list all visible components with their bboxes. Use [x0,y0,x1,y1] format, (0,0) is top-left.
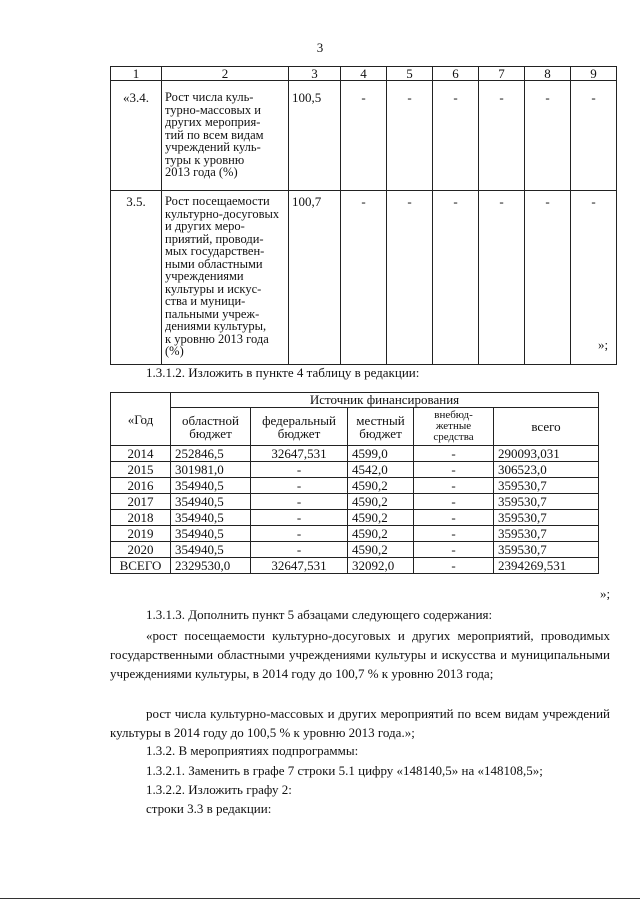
cell-federal: - [251,526,348,542]
table-row [111,81,617,191]
cell-regional: 354940,5 [171,510,251,526]
quote-paragraph-1: «рост посещаемости культурно-досуговых и других мероприятий, проводимых государственными областными учреждениями культуры и искусства и муниципальными учреждениями культуры, в 2014 году до 100,7 % к уровню 2013 года; [110,628,610,681]
header-cell: 4 [341,67,387,81]
text-line: 2013 года (%) [165,165,238,179]
table-row [111,526,599,542]
cell-year: 2017 [111,494,171,510]
cell-total: 2394269,531 [494,558,599,574]
cell-year: 2016 [111,478,171,494]
text-line: мых государствен- [165,244,265,258]
header-cell: 6 [433,67,479,81]
cell-local: 4590,2 [348,526,414,542]
header-cell: 9 [571,67,617,81]
year-header: «Год [111,393,171,446]
cell-total: 290093,031 [494,446,599,462]
text-line: других мероприя- [165,115,261,129]
table-header-row [111,408,599,446]
cell-total: 359530,7 [494,478,599,494]
indicator-value: 100,7 [289,191,341,365]
indicator-value: 100,5 [289,81,341,191]
dash-cell: - [433,191,479,365]
cell-year: 2014 [111,446,171,462]
header-line: бюджет [359,425,402,441]
table-row [111,558,599,574]
cell-regional: 252846,5 [171,446,251,462]
paragraph-rows-3-3: строки 3.3 в редакции: [146,801,272,816]
cell-local: 4590,2 [348,510,414,526]
cell-extra: - [414,478,494,494]
text-line: турно-массовых и [165,102,261,117]
text-line: ными областными [165,256,263,271]
column-header [414,408,494,446]
page-number: 3 [316,40,324,55]
cell-extra: - [414,526,494,542]
header-cell: 8 [525,67,571,81]
header-line: средства [433,431,474,443]
text-line: дениями культуры, [165,319,267,333]
cell-total: 359530,7 [494,526,599,542]
cell-federal: - [251,494,348,510]
table-row [111,478,599,494]
dash-cell: - [341,81,387,191]
cell-federal: - [251,478,348,494]
dash-cell: - [387,191,433,365]
row-number: 3.5. [111,191,162,365]
table1-closing-quote: »; [598,337,609,352]
cell-extra: - [414,446,494,462]
table-row [111,446,599,462]
cell-regional: 301981,0 [171,462,251,478]
paragraph-1-3-1-3: 1.3.1.3. Дополнить пункт 5 абзацами следующего содержания: [146,607,493,622]
cell-regional: 354940,5 [171,478,251,494]
header-line: федеральный [262,412,336,428]
cell-local: 4542,0 [348,462,414,478]
text-line: и других меро- [165,219,245,233]
text-line: ства и муници- [165,294,246,308]
table2-closing-quote: »; [600,586,611,601]
indicators-table [110,66,617,365]
page-bottom-rule [0,898,640,899]
cell-extra: - [414,558,494,574]
dash-cell: - [525,81,571,191]
cell-total: 359530,7 [494,510,599,526]
table-row [111,494,599,510]
text-line: учреждениями [165,269,244,283]
table-row [111,510,599,526]
cell-year: 2019 [111,526,171,542]
paragraph-1-3-2-1: 1.3.2.1. Заменить в графе 7 строки 5.1 цифру «148140,5» на «148108,5»; [146,763,543,778]
dash-cell: - [479,191,525,365]
cell-regional: 354940,5 [171,494,251,510]
financing-table-body [111,446,599,574]
dash-cell: - [479,81,525,191]
table-row [111,542,599,558]
indicator-name [162,191,289,365]
source-header: Источник финансирования [171,393,599,408]
header-line: бюджет [277,425,321,441]
text-line: Рост числа куль- [165,90,254,104]
header-line: жетные [435,420,472,432]
dash-cell: - [571,81,617,191]
cell-extra: - [414,542,494,558]
cell-total: 359530,7 [494,494,599,510]
financing-table [110,392,599,574]
cell-year: ВСЕГО [111,558,171,574]
column-header [348,408,414,446]
dash-cell: - [387,81,433,191]
paragraph-1-3-2: 1.3.2. В мероприятиях подпрограммы: [146,743,359,758]
dash-cell: - [433,81,479,191]
header-cell: 1 [111,67,162,81]
header-line: областной [182,412,239,428]
text-line: культурно-досуговых [165,206,280,221]
paragraph-1-3-2-2: 1.3.2.2. Изложить графу 2: [146,782,292,797]
cell-federal: - [251,462,348,478]
cell-federal: - [251,542,348,558]
cell-local: 4599,0 [348,446,414,462]
indicator-name [162,81,289,191]
table-row [111,462,599,478]
header-cell: 7 [479,67,525,81]
cell-extra: - [414,462,494,478]
dash-cell: - [525,191,571,365]
text-line: культуры и искус- [165,281,262,296]
cell-extra: - [414,510,494,526]
text-line: учреждений куль- [165,140,261,154]
row-number: «3.4. [111,81,162,191]
header-line: внебюд- [434,409,473,421]
text-line: к уровню 2013 года [165,331,269,346]
header-line: всего [531,419,561,434]
cell-federal: - [251,510,348,526]
column-header [251,408,348,446]
table-header-row [111,67,617,81]
table-row [111,191,617,365]
text-line: пальными учреж- [165,306,260,321]
dash-cell: - [571,191,617,365]
text-line: Рост посещаемости [165,194,270,208]
text-line: (%) [165,344,184,358]
cell-year: 2020 [111,542,171,558]
header-line: местный [356,412,405,428]
cell-regional: 2329530,0 [171,558,251,574]
cell-total: 359530,7 [494,542,599,558]
cell-federal: 32647,531 [251,446,348,462]
cell-local: 4590,2 [348,542,414,558]
cell-local: 32092,0 [348,558,414,574]
cell-regional: 354940,5 [171,542,251,558]
header-cell: 3 [289,67,341,81]
cell-local: 4590,2 [348,494,414,510]
header-line: бюджет [189,425,232,441]
cell-regional: 354940,5 [171,526,251,542]
table-header-row [111,393,599,408]
column-header [171,408,251,446]
cell-federal: 32647,531 [251,558,348,574]
cell-year: 2015 [111,462,171,478]
cell-total: 306523,0 [494,462,599,478]
paragraph-1-3-1-2: 1.3.1.2. Изложить в пункте 4 таблицу в редакции: [146,365,420,380]
header-cell: 2 [162,67,289,81]
header-cell: 5 [387,67,433,81]
text-line: туры к уровню [165,152,245,167]
cell-extra: - [414,494,494,510]
cell-local: 4590,2 [348,478,414,494]
column-header [494,408,599,446]
quote-paragraph-2: рост числа культурно-массовых и других мероприятий по всем видам учреждений культуры в 2014 году до 100,5 % к уровню 2013 года.»; [110,706,610,740]
text-line: приятий, проводи- [165,231,264,246]
dash-cell: - [341,191,387,365]
cell-year: 2018 [111,510,171,526]
text-line: тий по всем видам [165,127,264,142]
